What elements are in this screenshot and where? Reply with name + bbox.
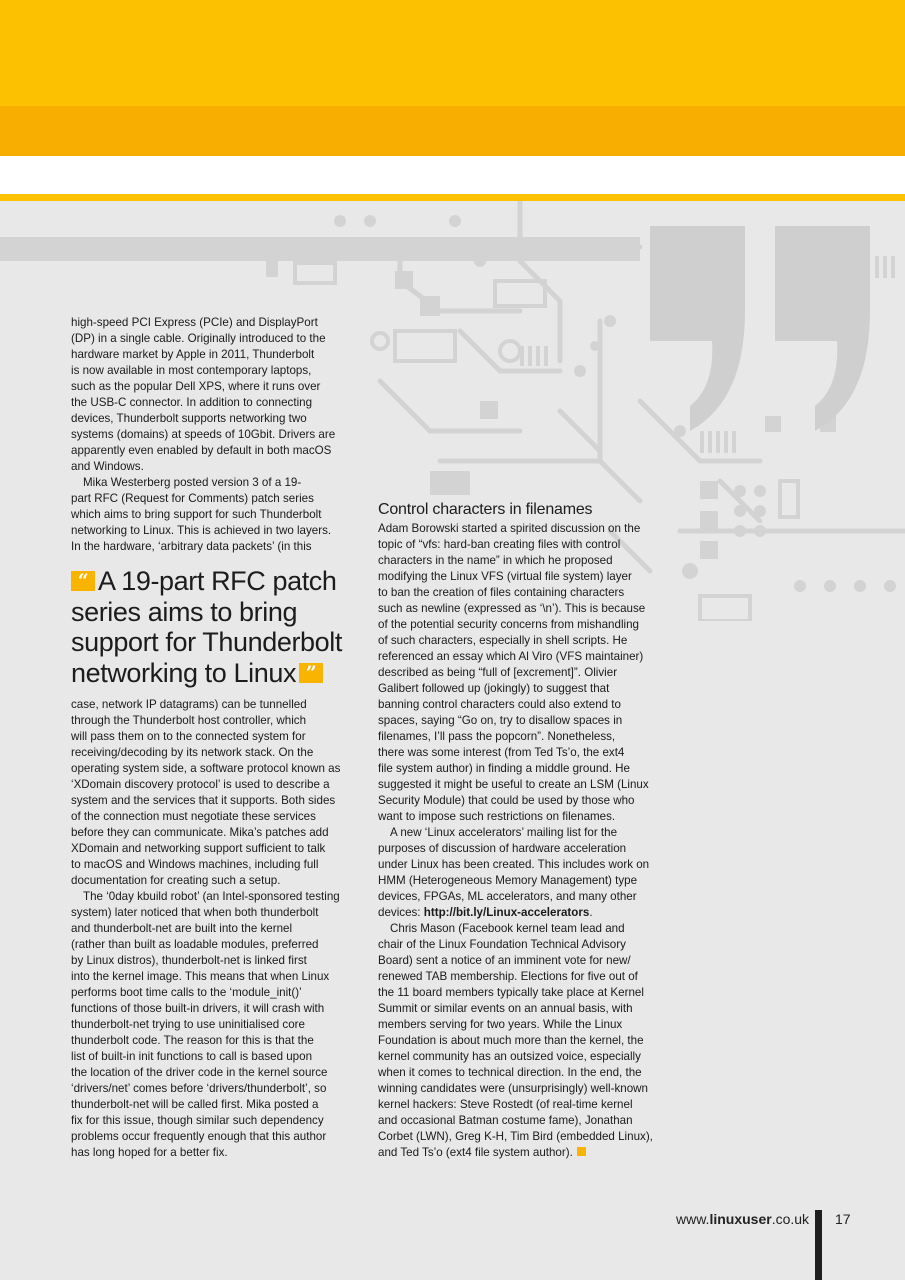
header-white-strip bbox=[0, 156, 905, 194]
open-quote-icon: “ bbox=[71, 571, 95, 591]
pull-quote: “ A 19-part RFC patch series aims to bring support for Thunderbolt networking to Linux ” bbox=[71, 566, 342, 688]
footer-website[interactable]: www.linuxuser.co.uk bbox=[676, 1211, 810, 1227]
accelerators-link[interactable]: http://bit.ly/Linux-accelerators bbox=[423, 906, 590, 919]
header-amber-band bbox=[0, 106, 905, 156]
column-1-top-text bbox=[71, 315, 363, 555]
large-quote-mark bbox=[650, 226, 870, 431]
paragraph: high-speed PCI Express (PCIe) and DisplayPort (DP) in a single cable. Originally introduced to the hardware market by Apple in 2011, Thunderbolt is now available in most contemporary laptops, such as the popular Dell XPS, where it runs over the USB-C connector. In addition to connecting devices, Thunderbolt supports networking two systems (domains) at speeds of 10Gbit. Drivers are apparently even enabled by default in both macOS and Windows. Mika Westerberg posted version 3 of a 19- part RFC (Request for Comments) patch series which aims to bring support for such Thunderbolt networking to Linux. This is achieved in two layers. In the hardware, ‘arbitrary data packets’ (in this bbox=[71, 316, 336, 553]
column-2-text: Adam Borowski started a spirited discussion on the topic of “vfs: hard-ban creating files with control characters in the name” in which he proposed modifying the Linux VFS (virtual file system) layer to ban the creation of files containing characters such as newline (expressed as ‘\n’). This is because of the potential security concerns from mishandling of such characters, especially in shell scripts. He referenced an essay which Al Viro (VFS maintainer) described as being “full of [excrement]”. Olivier Galibert followed up (jokingly) to suggest that banning control characters could also extend to spaces, saying “Go on, try to disallow spaces in filenames, I’ll pass the popcorn”. Nonetheless, there was some interest (from Ted Ts’o, the ext4 file system author) in finding a middle ground. He suggested it might be useful to create an LSM (Linux Security Module) that could be used by those who want to impose such restrictions on filenames. A new ‘Linux accelerators’ mailing list for the purposes of discussion of hardware acceleration under Linux has been created. This includes work on HMM (Heterogeneous Memory Management) type devices, FPGAs, ML accelerators, and many other devices: http://bit.ly/Linux-accelerators. Chris Mason (Facebook kernel team lead and chair of the Linux Foundation Technical Advisory Board) sent a notice of an imminent vote for new/ renewed TAB membership. Elections for five out of the 11 board members typically take place at Kernel Summit or similar events on an annual basis, with members serving for two years. While the Linux Foundation is about much more than the kernel, the kernel community has an outsized voice, especially when it comes to technical direction. In the end, the winning candidates were (unsurprisingly) well-known kernel hackers: Steve Rostedt (of real-time kernel and occasional Batman costume fame), Jonathan Corbet (LWN), Greg K-H, Tim Bird (embedded Linux), and Ted Ts’o (ext4 file system author). bbox=[378, 522, 653, 1159]
section-heading: Control characters in filenames bbox=[378, 501, 593, 518]
footer-divider bbox=[815, 1210, 822, 1280]
header-thin-yellow-line bbox=[0, 194, 905, 201]
header-yellow-band bbox=[0, 0, 905, 106]
page-number: 17 bbox=[835, 1211, 851, 1227]
end-of-article-square-icon bbox=[577, 1147, 586, 1156]
close-quote-icon: ” bbox=[299, 663, 323, 683]
column-1-bottom-text: case, network IP datagrams) can be tunnelled through the Thunderbolt host controller, which will pass them on to the connected system for receiving/decoding by its network stack. On the operating system side, a software protocol known as ‘XDomain discovery protocol’ is used to describe a system and the services that it supports. Both sides of the connection must negotiate these services before they can communicate. Mika’s patches add XDomain and networking support sufficient to talk to macOS and Windows machines, including full documentation for creating such a setup. The ‘0day kbuild robot’ (an Intel-sponsored testing system) later noticed that when both thunderbolt and thunderbolt-net are built into the kernel (rather than built as loadable modules, preferred by Linux distros), thunderbolt-net is linked first into the kernel image. This means that when Linux performs boot time calls to the ‘module_init()’ functions of those built-in drivers, it will crash with thunderbolt-net trying to use uninitialised core thunderbolt code. The reason for this is that the list of built-in init functions to call is based upon the location of the driver code in the kernel source ‘drivers/net’ comes before ‘drivers/thunderbolt’, so thunderbolt-net will be called first. Mika posted a fix for this issue, though similar such dependency problems occur frequently enough that this author has long hoped for a better fix. bbox=[71, 698, 341, 1159]
